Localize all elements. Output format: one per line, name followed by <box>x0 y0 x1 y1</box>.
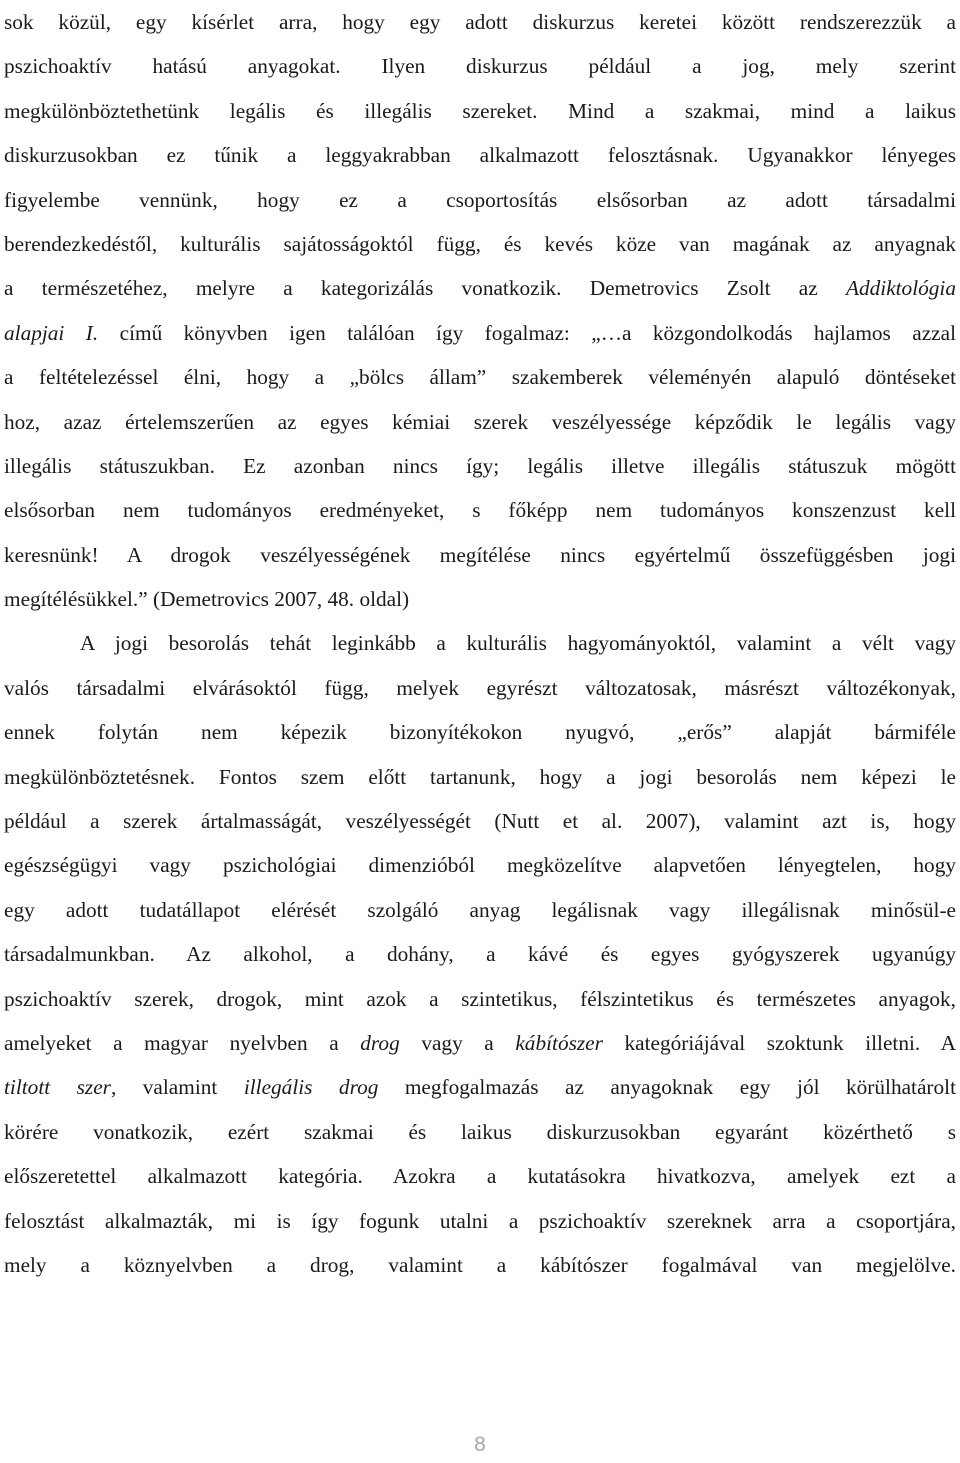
book-title-italic: Addiktológia <box>845 276 956 301</box>
text-line: felosztást alkalmazták, mi is így fogunk utalni a pszichoaktív szereknek arra a csoportjára, <box>4 1208 956 1233</box>
text-line: A jogi besorolás tehát leginkább a kulturális hagyományoktól, valamint a vélt vagy <box>80 631 956 656</box>
text-line <box>4 266 956 310</box>
text-line: keresnünk! A drogok veszélyességének megítélése nincs egyértelmű összefüggésben jogi <box>4 542 956 567</box>
italic-term: kábítószer <box>515 1030 603 1055</box>
text-line <box>4 1065 956 1109</box>
text-line: pszichoaktív hatású anyagokat. Ilyen diskurzus például a jog, mely szerint <box>4 54 956 79</box>
paragraph-2 <box>4 621 956 1287</box>
text-line: hoz, azaz értelemszerűen az egyes kémiai szerek veszélyessége képződik le legális vagy <box>4 409 956 434</box>
text-line: illegális státuszukban. Ez azonban nincs így; legális illetve illegális státuszuk mögött <box>4 453 956 478</box>
text-segment: vagy a <box>399 1030 516 1055</box>
text-segment: , valamint <box>110 1075 244 1100</box>
text-line: megkülönböztetésnek. Fontos szem előtt tartanunk, hogy a jogi besorolás nem képezi le <box>4 764 956 789</box>
text-line: körére vonatkozik, ezért szakmai és laikus diskurzusokban egyaránt közérthető s <box>4 1119 956 1144</box>
paragraph-1 <box>4 0 956 621</box>
text-line: diskurzusokban ez tűnik a leggyakrabban alkalmazott felosztásnak. Ugyanakkor lényeges <box>4 143 956 168</box>
text-line: mely a köznyelvben a drog, valamint a kábítószer fogalmával van megjelölve. <box>4 1252 956 1277</box>
text-segment: amelyeket a magyar nyelvben a <box>4 1030 361 1055</box>
text-segment: megfogalmazás az anyagoknak egy jól körülhatárolt <box>378 1075 956 1100</box>
text-line: például a szerek ártalmasságát, veszélyességét (Nutt et al. 2007), valamint azt is, hogy <box>4 809 956 834</box>
text-line <box>4 311 956 355</box>
text-line: előszeretettel alkalmazott kategória. Azokra a kutatásokra hivatkozva, amelyek ezt a <box>4 1164 956 1189</box>
italic-term: tiltott szer <box>4 1075 111 1100</box>
text-line: elsősorban nem tudományos eredményeket, s főképp nem tudományos konszenzust kell <box>4 498 956 523</box>
text-segment: kategóriájával szoktunk illetni. A <box>602 1030 956 1055</box>
text-line: ennek folytán nem képezik bizonyítékokon nyugvó, „erős” alapját bármiféle <box>4 720 956 745</box>
italic-term: drog <box>360 1030 400 1055</box>
text-line: sok közül, egy kísérlet arra, hogy egy adott diskurzus keretei között rendszerezzük a <box>4 10 956 34</box>
text-line: társadalmunkban. Az alkohol, a dohány, a kávé és egyes gyógyszerek ugyanúgy <box>4 942 956 967</box>
italic-term: illegális drog <box>243 1075 379 1100</box>
text-segment: a természetéhez, melyre a kategorizálás vonatkozik. Demetrovics Zsolt az <box>4 276 846 301</box>
text-line: egy adott tudatállapot elérését szolgáló anyag legálisnak vagy illegálisnak minősül-e <box>4 897 956 922</box>
document-page <box>4 0 956 1287</box>
page-number: 8 <box>474 1433 486 1456</box>
text-line: megkülönböztethetünk legális és illegális szereket. Mind a szakmai, mind a laikus <box>4 98 956 123</box>
text-segment: című könyvben igen találóan így fogalmaz: „…a közgondolkodás hajlamos azzal <box>98 320 956 345</box>
text-line: megítélésükkel.” (Demetrovics 2007, 48. oldal) <box>4 587 410 612</box>
text-line: figyelembe vennünk, hogy ez a csoportosítás elsősorban az adott társadalmi <box>4 187 956 212</box>
text-line <box>4 1021 956 1065</box>
book-title-italic: alapjai I. <box>4 320 99 345</box>
text-line: berendezkedéstől, kulturális sajátosságoktól függ, és kevés köze van magának az anyagnak <box>4 231 956 256</box>
text-line: valós társadalmi elvárásoktól függ, melyek egyrészt változatosak, másrészt változékonyak, <box>4 675 956 700</box>
text-line: pszichoaktív szerek, drogok, mint azok a szintetikus, félszintetikus és természetes anyagok, <box>4 986 956 1011</box>
text-line: egészségügyi vagy pszichológiai dimenzióból megközelítve alapvetően lényegtelen, hogy <box>4 853 956 878</box>
text-line: a feltételezéssel élni, hogy a „bölcs állam” szakemberek véleményén alapuló döntéseket <box>4 365 956 390</box>
